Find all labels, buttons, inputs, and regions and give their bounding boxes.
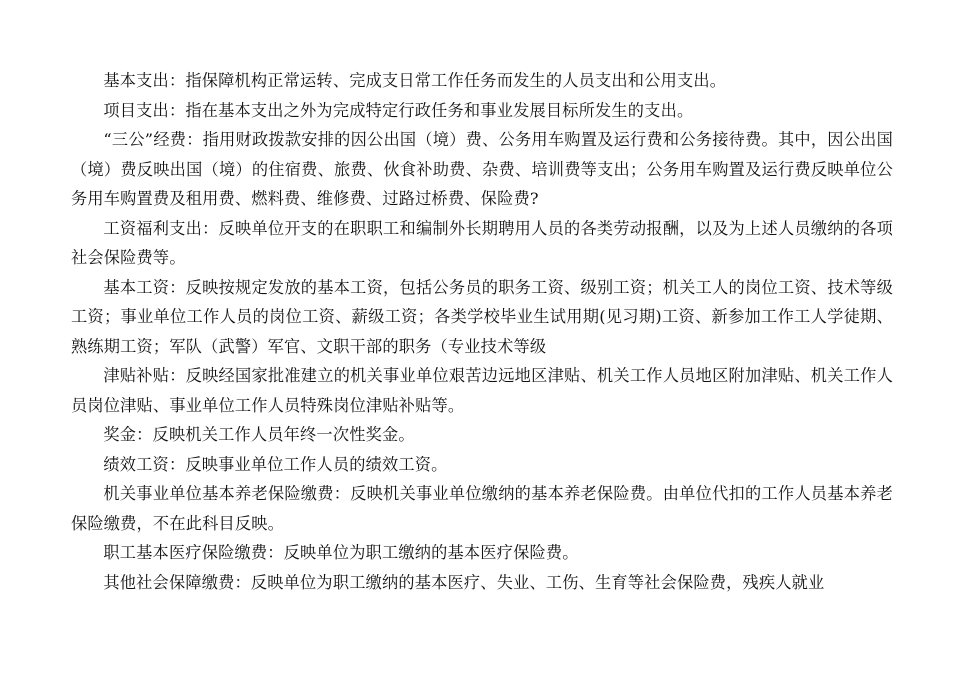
paragraph-pension-insurance: 机关事业单位基本养老保险缴费：反映机关事业单位缴纳的基本养老保险费。由单位代扣的工作人员基本养老保险缴费，不在此科目反映。 xyxy=(71,484,893,533)
paragraph-basic-wage: 基本工资：反映按规定发放的基本工资，包括公务员的职务工资、级别工资；机关工人的岗位工资、技术等级工资；事业单位工作人员的岗位工资、薪级工资；各类学校毕业生试用期(见习期)工资、新参加工作工人学徒期、熟练期工资；军队（武警）军官、文职干部的职务（专业技术等级 xyxy=(71,277,893,356)
paragraph-other-social-security: 其他社会保障缴费：反映单位为职工缴纳的基本医疗、失业、工伤、生育等社会保险费，残疾人就业 xyxy=(103,572,825,592)
paragraph-allowance-subsidy: 津贴补贴：反映经国家批准建立的机关事业单位艰苦边远地区津贴、机关工作人员地区附加津贴、机关工作人员岗位津贴、事业单位工作人员特殊岗位津贴补贴等。 xyxy=(71,366,893,415)
paragraph-basic-expenditure: 基本支出：指保障机构正常运转、完成支日常工作任务而发生的人员支出和公用支出。 xyxy=(103,71,727,90)
paragraph-bonus: 奖金：反映机关工作人员年终一次性奖金。 xyxy=(103,425,415,444)
paragraph-project-expenditure: 项目支出：指在基本支出之外为完成特定行政任务和事业发展目标所发生的支出。 xyxy=(103,100,694,120)
paragraph-performance-wage: 绩效工资：反映事业单位工作人员的绩效工资。 xyxy=(103,454,448,474)
paragraph-medical-insurance: 职工基本医疗保险缴费：反映单位为职工缴纳的基本医疗保险费。 xyxy=(103,543,579,562)
paragraph-three-public-expenses: “三公”经费：指用财政拨款安排的因公出国（境）费、公务用车购置及运行费和公务接待费。其中，因公出国（境）费反映出国（境）的住宿费、旅费、伙食补助费、杂费、培训费等支出；公务用车购置及运行费反映单位公务用车购置费及租用费、燃料费、维修费、过路过桥费、保险费? xyxy=(71,130,893,208)
paragraph-wage-welfare: 工资福利支出：反映单位开支的在职职工和编制外长期聘用人员的各类劳动报酬，以及为上述人员缴纳的各项社会保险费等。 xyxy=(71,218,893,267)
document-page xyxy=(71,66,893,597)
